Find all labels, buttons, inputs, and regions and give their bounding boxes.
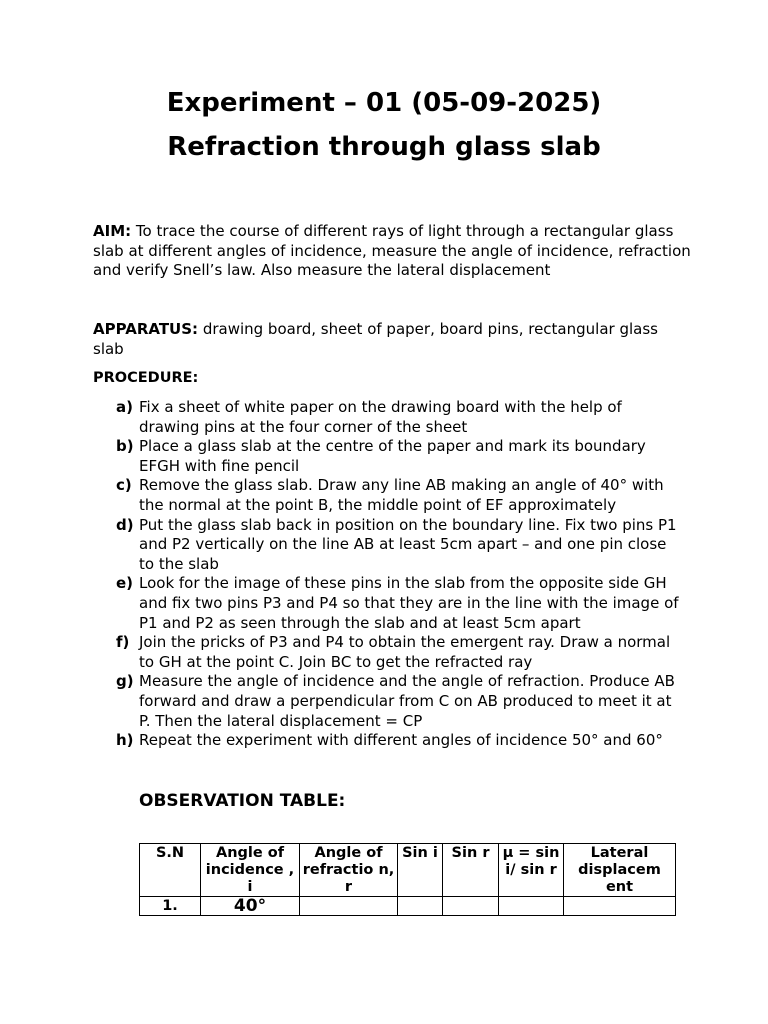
aim-text: To trace the course of different rays of light through a rectangular glass slab at different angles of incidence, measure the angle of incidence, refraction and verify Snell’s law. Also measure the lateral displacement bbox=[93, 222, 691, 279]
apparatus-paragraph bbox=[93, 320, 693, 359]
step-marker: d) bbox=[116, 515, 134, 534]
table-row bbox=[140, 897, 676, 916]
table-cell-angle-refraction bbox=[300, 897, 398, 916]
table-cell-sin-r bbox=[443, 897, 499, 916]
step-text: Measure the angle of incidence and the angle of refraction. Produce AB forward and draw a perpendicular from C on AB produced to meet it at P. Then the lateral displacement = CP bbox=[139, 672, 675, 730]
step-marker: c) bbox=[116, 476, 132, 495]
table-cell-lateral-displacement bbox=[564, 897, 676, 916]
aim-paragraph bbox=[93, 222, 693, 281]
step-text: Repeat the experiment with different angles of incidence 50° and 60° bbox=[139, 731, 663, 750]
step-marker: e) bbox=[116, 574, 134, 593]
step-marker: b) bbox=[116, 437, 134, 456]
procedure-step bbox=[116, 476, 686, 515]
step-text: Put the glass slab back in position on the boundary line. Fix two pins P1 and P2 vertically on the line AB at least 5cm apart – and one pin close to the slab bbox=[139, 515, 677, 573]
column-header-angle-incidence: Angle of incidence , i bbox=[201, 844, 300, 897]
column-header-mu: μ = sin i/ sin r bbox=[499, 844, 564, 897]
procedure-step bbox=[116, 731, 686, 751]
table-cell-angle-incidence: 40° bbox=[201, 897, 300, 916]
aim-label: AIM: bbox=[93, 222, 132, 240]
procedure-step bbox=[116, 516, 686, 575]
procedure-step bbox=[116, 398, 686, 437]
step-text: Remove the glass slab. Draw any line AB making an angle of 40° with the normal at the point B, the middle point of EF approximately bbox=[139, 476, 664, 514]
procedure-step bbox=[116, 437, 686, 476]
column-header-angle-refraction: Angle of refractio n, r bbox=[300, 844, 398, 897]
step-text: Look for the image of these pins in the slab from the opposite side GH and fix two pins P3 and P4 so that they are in the line with the image of P1 and P2 as seen through the slab and at least 5cm apart bbox=[139, 574, 679, 632]
table-header-row bbox=[140, 844, 676, 897]
apparatus-text: drawing board, sheet of paper, board pins, rectangular glass slab bbox=[93, 320, 658, 358]
column-header-sin-r: Sin r bbox=[443, 844, 499, 897]
step-marker: h) bbox=[116, 731, 134, 750]
procedure-step bbox=[116, 574, 686, 633]
procedure-steps-list bbox=[116, 398, 686, 751]
table-cell-sin-i bbox=[398, 897, 443, 916]
experiment-subtitle: Refraction through glass slab bbox=[167, 132, 601, 162]
step-marker: a) bbox=[116, 398, 133, 416]
observation-table-heading: OBSERVATION TABLE: bbox=[139, 791, 346, 811]
procedure-heading: PROCEDURE: bbox=[93, 370, 199, 386]
procedure-step bbox=[116, 672, 686, 731]
column-header-sin-i: Sin i bbox=[398, 844, 443, 897]
procedure-step bbox=[116, 633, 686, 672]
step-text: Place a glass slab at the centre of the paper and mark its boundary EFGH with fine pencil bbox=[139, 437, 646, 475]
table-cell-mu bbox=[499, 897, 564, 916]
observation-table bbox=[139, 843, 676, 916]
step-marker: g) bbox=[116, 672, 134, 691]
step-text: Join the pricks of P3 and P4 to obtain the emergent ray. Draw a normal to GH at the point C. Join BC to get the refracted ray bbox=[139, 633, 671, 671]
step-text: Fix a sheet of white paper on the drawing board with the help of drawing pins at the four corner of the sheet bbox=[139, 398, 622, 436]
table-cell-sn: 1. bbox=[140, 897, 201, 916]
column-header-lateral-displacement: Lateral displacem ent bbox=[564, 844, 676, 897]
step-marker: f) bbox=[116, 633, 130, 652]
experiment-title: Experiment – 01 (05-09-2025) bbox=[166, 88, 602, 118]
apparatus-label: APPARATUS: bbox=[93, 320, 199, 338]
column-header-sn: S.N bbox=[140, 844, 201, 897]
